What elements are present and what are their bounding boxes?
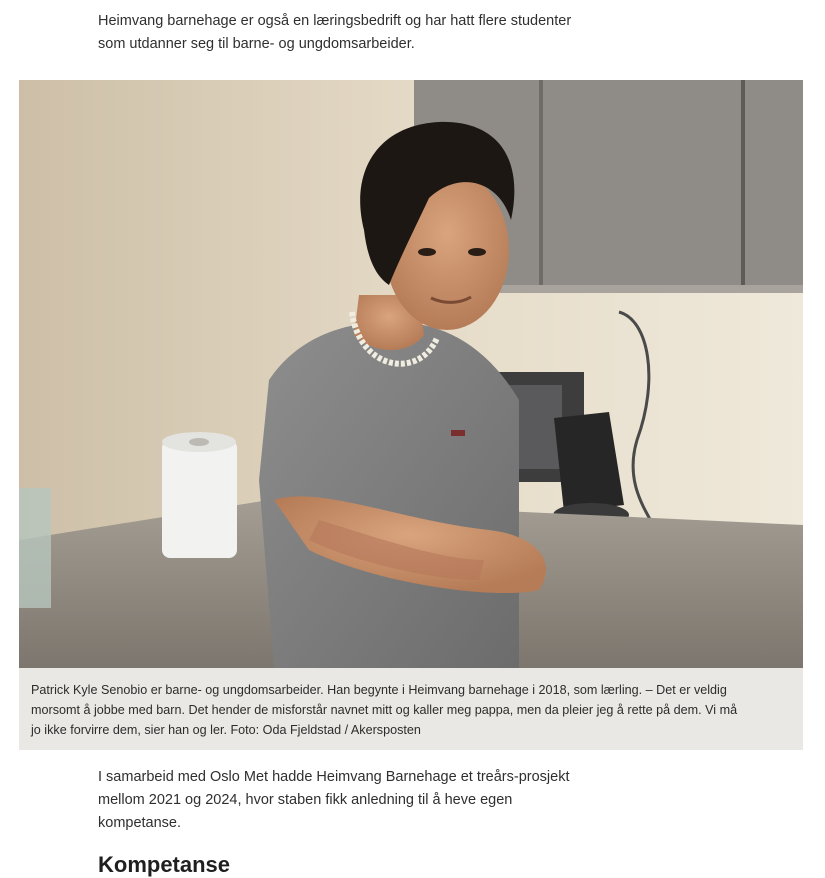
paragraph-line: mellom 2021 og 2024, hvor staben fikk anledning til å heve egen — [98, 792, 513, 808]
photo-illustration — [19, 80, 803, 668]
paragraph-line: som utdanner seg til barne- og ungdomsarbeider. — [98, 36, 415, 52]
article-paragraph — [98, 10, 618, 56]
article-figure — [19, 80, 803, 750]
article-photo[interactable] — [19, 80, 803, 668]
photo-caption — [31, 680, 795, 740]
section-heading: Kompetanse — [98, 852, 231, 877]
paragraph-line: I samarbeid med Oslo Met hadde Heimvang Barnehage et treårs-prosjekt — [98, 769, 570, 785]
caption-line: morsomt å jobbe med barn. Det hender de misforstår navnet mitt og kaller meg pappa, men da pleier jeg å rette på dem. Vi må — [31, 703, 738, 717]
photo-caption-box — [19, 668, 803, 750]
caption-line: jo ikke forvirre dem, sier han og ler. Foto: Oda Fjeldstad / Akersposten — [31, 723, 421, 737]
paragraph-line: Heimvang barnehage er også en læringsbedrift og har hatt flere studenter — [98, 13, 572, 29]
paragraph-line: kompetanse. — [98, 815, 182, 831]
article-paragraph — [98, 766, 618, 835]
caption-line: Patrick Kyle Senobio er barne- og ungdomsarbeider. Han begynte i Heimvang barnehage i 2018, som lærling. – Det er veldig — [31, 683, 727, 697]
